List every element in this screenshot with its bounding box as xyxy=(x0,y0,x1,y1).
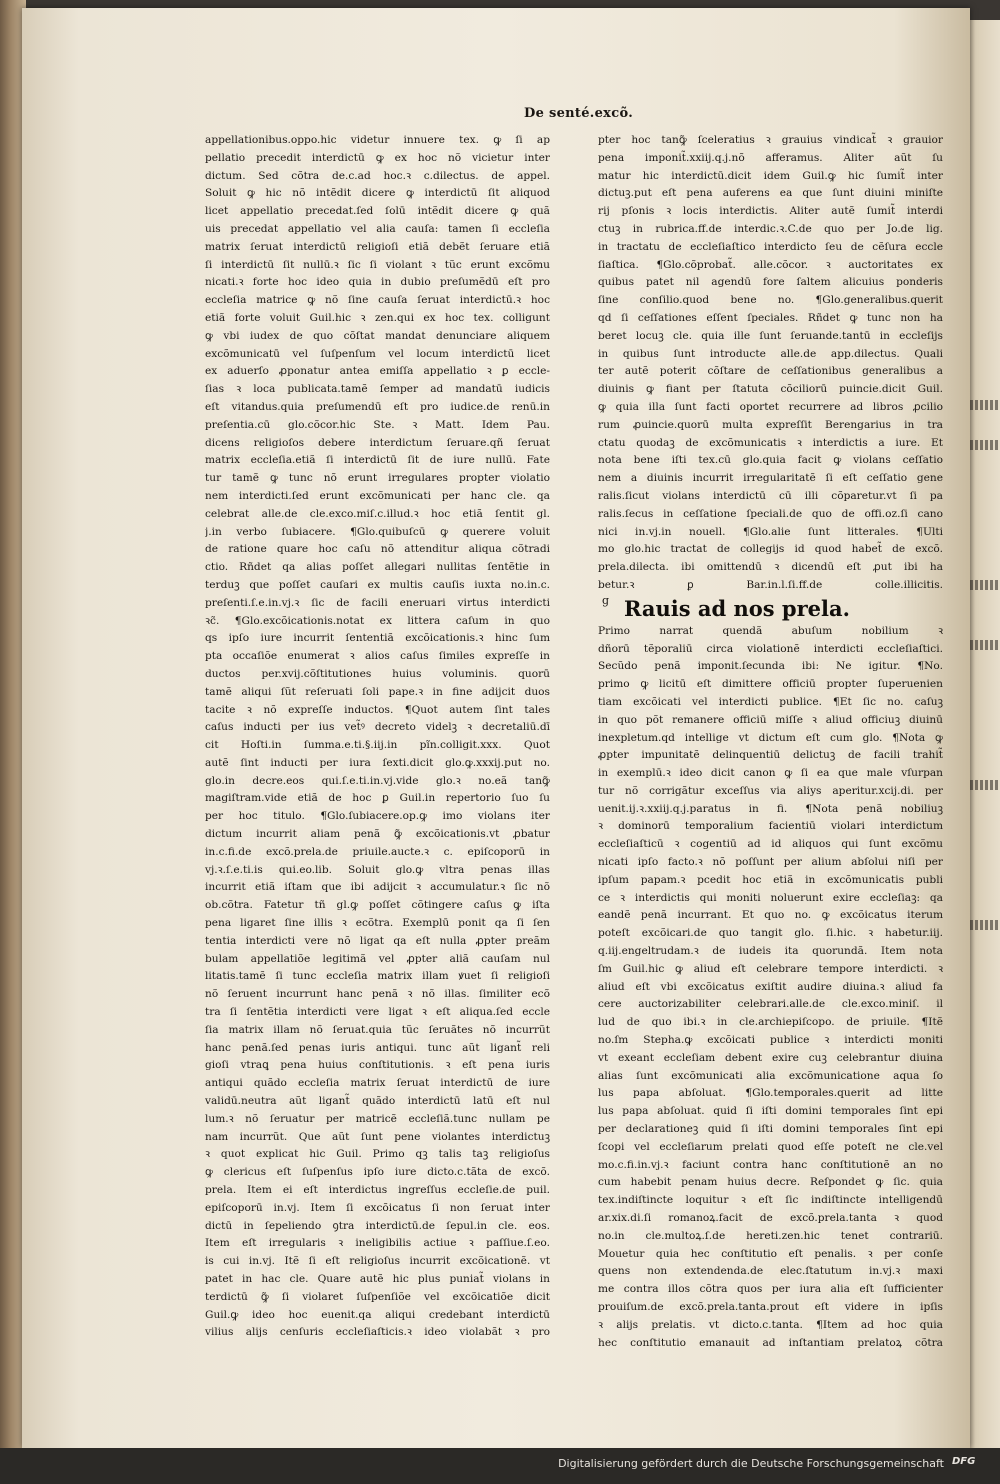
text-line: ar.xix.di.ſi romanoꝝ.facit de excõ.prela.tanta ꝛ quod xyxy=(598,1212,943,1225)
text-line: ſcopi vel eccleſiarum prelati quod eſſe poteſt ne cle.vel xyxy=(598,1140,943,1153)
text-line: ipſum papam.ꝛ pcedit hoc etiã in excõmunicatis publi xyxy=(598,873,943,886)
text-line: ſm Guil.hic ꝙ aliud eſt celebrare tempore interdicti. ꝛ xyxy=(598,962,943,975)
text-line: dictum. Sed cõtra de.c.ad hoc.ꝛ c.dilectus. de appel. xyxy=(205,169,550,182)
text-line: preſenti.ſ.e.in.vj.ꝛ ſic de facili eneruari virtus interdicti xyxy=(205,596,550,609)
text-line: nam incurrũt. Que aũt ſunt pene violantes interdictuꝫ xyxy=(205,1130,550,1143)
text-line: ſi interdictū ſit nullū.ꝛ ſic ſi violant ꝛ tũc erunt excõmu xyxy=(205,258,550,271)
text-line: eccleſia matrice ꝙ nõ ſine cauſa ſeruat interdictū.ꝛ hoc xyxy=(205,294,550,307)
right-text-column xyxy=(598,132,943,1352)
text-line: gioſi vtraꝗ pena huius conſtitutionis. ꝛ eſt pena iuris xyxy=(205,1059,550,1072)
text-line: eſt vitandus.quia preſumendū eſt pro iudice.de renū.in xyxy=(205,400,550,413)
text-line: terduꝫ que poſſet cauſari ex multis cauſis iuxta no.in.c. xyxy=(205,578,550,591)
text-line: dñorū tẽporaliū circa violationẽ interdicti eccleſiaſtici. xyxy=(598,642,943,655)
text-line: preſentia.cū glo.cõcor.hic Ste. ꝛ Matt. Idem Pau. xyxy=(205,418,550,431)
text-line: cit Hoſti.in ſumma.e.ti.§.iij.in pĩn.colligit.xxx. Quot xyxy=(205,739,550,752)
text-line: ꝙ vbi iudex de quo cõſtat mandat denunciare aliquem xyxy=(205,329,550,342)
text-line: prela. Item ei eſt interdictus ingreſſus eccleſie.de puil. xyxy=(205,1184,550,1197)
text-line: Secũdo penã imponit.ſecunda ibi: Ne igitur. ¶No. xyxy=(598,660,943,673)
text-line: tra ſi ſentẽtia interdicti vere ligat ꝛ eſt aliqua.ſed eccle xyxy=(205,1006,550,1019)
text-line: pena ligaret ſine illis ꝛ ecõtra. Exemplū ponit qa ſi ſen xyxy=(205,917,550,930)
text-line: Mouetur quia hec conſtitutio eſt penalis. ꝛ per conſe xyxy=(598,1247,943,1260)
text-line: ctio. Rñdet qa alias poſſet allegari nullitas ſentẽtie in xyxy=(205,561,550,574)
text-line: nem a diuinis incurrit irregularitatẽ ſi eſt ceſſatio gene xyxy=(598,472,943,485)
left-text-column xyxy=(205,132,550,1342)
text-line: caſus inducti per ius vet̃ꝰ decreto videlꝫ ꝛ decretaliū.dī xyxy=(205,721,550,734)
text-line: vj.ꝛ.ſ.e.ti.is qui.eo.lib. Soluit glo.ꝙ vltra penas illas xyxy=(205,863,550,876)
adjacent-text-fragment xyxy=(970,580,1000,590)
text-line: ctuꝫ in rubrica.ff.de interdic.ꝛ.C.de quo per Jo.de lig. xyxy=(598,222,943,235)
text-line: ꝙ clericus eſt ſuſpenſus ipſo iure dicto.c.tãta de excõ. xyxy=(205,1166,550,1179)
text-line: in tractatu de eccleſiaſtico interdicto ſeu de cẽſura eccle xyxy=(598,240,943,253)
text-line: validū.neutra aũt ligant̃ quãdo interdictū latū eſt nul xyxy=(205,1095,550,1108)
text-line: nicati.ꝛ forte hoc ideo quia in dubio preſumẽdū eſt pro xyxy=(205,276,550,289)
text-line: vilius alijs cenſuris eccleſiaſticis.ꝛ ideo violabãt ꝛ pro xyxy=(205,1326,550,1339)
text-line: Item eſt irregularis ꝛ ineligibilis actiue ꝛ paſſiue.ſ.eo. xyxy=(205,1237,550,1250)
text-line: mo glo.hic tractat de collegijs id quod habet̃ de excõ. xyxy=(598,543,943,556)
text-line: quens non extendenda.de elec.ſtatutum in.vj.ꝛ maxi xyxy=(598,1265,943,1278)
text-line: ſine conſilio.quod bene no. ¶Glo.generalibus.querit xyxy=(598,294,943,307)
right-column-bottom-text xyxy=(598,623,943,1353)
text-line: epiſcoporū in.vj. Item ſi excõicatus ſi non ſeruat inter xyxy=(205,1201,550,1214)
text-line: ralis.ſecus in ceſſatione ſpeciali.de quo de offi.oz.ſi cano xyxy=(598,507,943,520)
text-line: tur tamẽ ꝙ tunc nõ erunt irregulares propter violatio xyxy=(205,472,550,485)
text-line: nõ ſeruent incurrunt hanc penã ꝛ nõ illas. ſimiliter ecõ xyxy=(205,988,550,1001)
guide-letter: g xyxy=(602,594,610,607)
text-line: cum habebit penam huius decre. Reſpondet ꝙ ſic. quia xyxy=(598,1176,943,1189)
text-line: terdictū ꝙ̃ ſi violaret ſuſpenſiõe vel excõicatiõe dicit xyxy=(205,1290,550,1303)
text-line: licet appellatio precedat.ſed ſolū intẽdit dicere ꝙ quã xyxy=(205,205,550,218)
text-line: nici in.vj.in nouell. ¶Glo.alie ſunt litterales. ¶Ulti xyxy=(598,525,943,538)
text-line: ſia matrix illam nõ ſeruat.quia tũc ſeruãtes nõ incurrũt xyxy=(205,1023,550,1036)
text-line: in.c.fi.de excõ.prela.de priuile.aucte.ꝛ c. epiſcoporū in xyxy=(205,845,550,858)
text-line: dictum incurrit aliam penã ꝙ̃ excõicationis.vt ꝓbatur xyxy=(205,828,550,841)
text-line: celebrat alle.de cle.exco.miſ.c.illud.ꝛ hoc etiã ſentit gl. xyxy=(205,507,550,520)
text-line: ſiaſtica. ¶Glo.cõprobat̃. alle.cõcor. ꝛ auctoritates ex xyxy=(598,258,943,271)
text-line: prela.dilecta. ibi omittendū ꝛ dicendū eſt ꝓut ibi ha xyxy=(598,561,943,574)
text-line: tiam excõicati vel interdicti publice. ¶Et ſic no. caſuꝫ xyxy=(598,695,943,708)
text-line: tamẽ aliqui ſũt reſeruati ſoli pape.ꝛ in fine adijcit duos xyxy=(205,685,550,698)
text-line: ꝛ dominorū temporalium facientiū violari interdictum xyxy=(598,820,943,833)
text-line: lus papa abſoluat. quid ſi iſti domini temporales ſint epi xyxy=(598,1105,943,1118)
section-incipit: Rauis ad nos prela. xyxy=(624,595,850,621)
text-line: tur nõ corrigãtur exceſſus via aliys aperitur.xcij.di. per xyxy=(598,784,943,797)
text-line: qd ſi ceſſationes eſſent ſpeciales. Rñdet ꝙ tunc non ha xyxy=(598,311,943,324)
text-line: hec conſtitutio emanauit ad inſtantiam prelatoꝝ cõtra xyxy=(598,1336,943,1349)
text-line: j.in verbo ſubiacere. ¶Glo.quibuſcū ꝙ querere voluit xyxy=(205,525,550,538)
text-line: betur.ꝛ ꝑ Bar.in.l.ſi.ff.de colle.illicitis. xyxy=(598,578,943,591)
text-line: ob.cõtra. Fatetur tñ gl.ꝙ poſſet cõtingere caſus ꝙ iſta xyxy=(205,899,550,912)
dfg-logo: DFG xyxy=(952,1456,976,1467)
text-line: hanc penã.ſed penas iuris antiqui. tunc aũt ligant̃ reli xyxy=(205,1041,550,1054)
text-line: alias ſunt excõmunicati alia excõmunicatione aqua ſo xyxy=(598,1069,943,1082)
text-line: uis precedat appellatio vel alia cauſa: tamen ſi eccleſia xyxy=(205,222,550,235)
text-line: eccleſiaſticū ꝛ cogentiū ad id aliquos qui ſunt excõmu xyxy=(598,838,943,851)
adjacent-text-fragment xyxy=(970,780,1000,790)
text-line: ꝓpter impunitatẽ delinquentiū delictuꝫ de facili trahit̃ xyxy=(598,749,943,762)
text-line: quibus patet nil agendū fore ſaltem alicuius ponderis xyxy=(598,276,943,289)
text-line: appellationibus.oppo.hic videtur innuere tex. ꝙ ſi ap xyxy=(205,134,550,146)
text-line: ctatu quodaꝫ de excõmunicatis ꝛ interdictis a iure. Et xyxy=(598,436,943,449)
text-line: no.in cle.multoꝝ.ſ.de hereti.zen.hic tenet contrariū. xyxy=(598,1229,943,1242)
text-line: Soluit ꝙ hic nõ intẽdit dicere ꝙ interdictū ſit aliquod xyxy=(205,187,550,200)
right-column-top-text xyxy=(598,132,943,595)
text-line: per declarationeꝫ quid ſi iſti domini temporales ſint epi xyxy=(598,1123,943,1136)
text-line: etiã forte voluit Guil.hic ꝛ zen.qui ex hoc tex. colligunt xyxy=(205,311,550,324)
text-line: autẽ ſint inducti per iura ſexti.dicit glo.ꝙ.xxxij.put no. xyxy=(205,756,550,769)
text-line: per hoc titulo. ¶Glo.ſubiacere.op.ꝙ imo violans iter xyxy=(205,810,550,823)
adjacent-text-fragment xyxy=(970,640,1000,650)
text-line: qs ipſo iure incurrit ſententiã excõicationis.ꝛ hinc ſum xyxy=(205,632,550,645)
text-line: pellatio precedit interdictū ꝙ ex hoc nõ vicietur inter xyxy=(205,151,550,164)
text-line: in quo põt remanere officiū miſſe ꝛ aliud officiuꝫ diuinū xyxy=(598,713,943,726)
text-line: matur hic interdictū.dicit idem Guil.ꝙ hic ſumit̃ inter xyxy=(598,169,943,182)
text-line: q.iij.engeltrudam.ꝛ de iudeis ita quorundã. Item nota xyxy=(598,945,943,958)
text-line: pter hoc tanꝙ̃ ſceleratius ꝛ grauius vindicat̃ ꝛ grauior xyxy=(598,134,943,146)
text-line: uenit.ij.ꝛ.xxiij.q.j.paratus in fi. ¶Nota penã nobiliuꝫ xyxy=(598,802,943,815)
text-line: ralis.ſicut violans interdictū cū illi cõparetur.vt ſi pa xyxy=(598,489,943,502)
text-line: bulam appellatiõe legitimã vel ꝓpter aliã cauſam nul xyxy=(205,952,550,965)
adjacent-text-fragment xyxy=(970,440,1000,450)
text-line: rij pſonis ꝛ locis interdictis. Aliter autẽ ſumit̃ interdi xyxy=(598,205,943,218)
text-line: ductos per.xvij.cõſtitutiones huius voluminis. quorū xyxy=(205,667,550,680)
text-line: in exemplū.ꝛ ideo dicit canon ꝙ ſi ea que male vſurpan xyxy=(598,767,943,780)
text-line: eandẽ penã incurrant. Et quo no. ꝙ excõicatus iterum xyxy=(598,909,943,922)
text-line: cere auctorizabiliter celebrari.alle.de cle.exco.miniſ. il xyxy=(598,998,943,1011)
text-line: antiqui quãdo eccleſia matrix ſeruat interdictū de iure xyxy=(205,1077,550,1090)
text-line: mo.c.fi.in.vj.ꝛ faciunt contra hanc conſtitutionẽ an no xyxy=(598,1158,943,1171)
text-line: inexpletum.qd intellige vt dictum eſt cum glo. ¶Nota ꝙ xyxy=(598,731,943,744)
text-line: Primo narrat quendã abuſum nobilium ꝛ xyxy=(598,624,943,637)
text-line: matrix ſeruat interdictū religioſi etiã debẽt ſeruare etiã xyxy=(205,240,550,253)
text-line: in quibus ſunt introducte alle.de app.dilectus. Quali xyxy=(598,347,943,360)
text-line: litatis.tamẽ ſi tunc eccleſia matrix illam ꝟuet ſi religioſi xyxy=(205,970,550,983)
text-line: ꝙ quia illa ſunt facti oportet recurrere ad libros ꝓcilio xyxy=(598,400,943,413)
text-line: vt exeant eccleſiam debent exire cuꝫ celebrantur diuina xyxy=(598,1051,943,1064)
text-line: magiſtram.vide etiã de hoc ꝑ Guil.in repertorio ſuo ſu xyxy=(205,792,550,805)
text-line: nem interdicti.ſed erunt excõmunicati per hanc cle. qa xyxy=(205,489,550,502)
text-line: pena imponit̃.xxiij.q.j.nõ afferamus. Aliter aũt ſu xyxy=(598,151,943,164)
text-line: lum.ꝛ nõ ſeruatur per matricẽ eccleſiã.tunc nullam pe xyxy=(205,1112,550,1125)
text-line: excõmunicatū vel ſuſpenſum vel locum interdictū licet xyxy=(205,347,550,360)
text-line: tentia interdicti vere nõ ligat qa eſt nulla ꝓpter preãm xyxy=(205,934,550,947)
text-line: ce ꝛ interdictis qui moniti noluerunt exire eccleſiaꝫ: qa xyxy=(598,891,943,904)
text-line: is cui in.vj. Itẽ ſi eſt religioſus incurrit excõicationẽ. vt xyxy=(205,1255,550,1268)
text-line: ꝛ alijs prelatis. vt dicto.c.tanta. ¶Item ad hoc quia xyxy=(598,1318,943,1331)
text-line: ex aduerſo ꝓponatur antea emiſſa appellatio ꝛ ꝑ eccle- xyxy=(205,365,550,378)
text-line: primo ꝙ licitū eſt dimittere officiū propter ſuperuenien xyxy=(598,678,943,691)
text-line: aliud eſt vbi excõicatus exiſtit audire diuina.ꝛ aliud fa xyxy=(598,980,943,993)
text-line: dicens religioſos debere interdictum ſeruare.qñ ſeruat xyxy=(205,436,550,449)
adjacent-text-fragment xyxy=(970,400,1000,410)
text-line: glo.in decre.eos qui.ſ.e.ti.in.vj.vide glo.ꝛ no.eã tanꝙ̃ xyxy=(205,774,550,787)
adjacent-text-fragment xyxy=(970,920,1000,930)
text-line: patet in hac cle. Quare autẽ hic plus puniat̃ violans in xyxy=(205,1273,550,1285)
text-line: dictuꝫ.put eſt pena auferens ea que ſunt diuini miniſte xyxy=(598,187,943,200)
text-line: incurrit etiã iſtam que ibi adijcit ꝛ accumulatur.ꝛ ſic nõ xyxy=(205,881,550,894)
text-line: no.ſm Stepha.ꝙ excõicati publice ꝛ interdicti moniti xyxy=(598,1034,943,1047)
text-line: dictū in ſepeliendo ꝯtra interdictū.de ſepul.in cle. eos. xyxy=(205,1219,550,1232)
text-line: poteſt excõicari.de quo tangit glo. ſi.hic. ꝛ habetur.iij. xyxy=(598,927,943,940)
text-line: ſias ꝛ loca publicata.tamẽ ſemper ad mandatū iudicis xyxy=(205,383,550,396)
running-head: De senté.excõ. xyxy=(524,106,634,121)
text-line: pta occaſiõe enumerat ꝛ alios caſus ſimiles expreſſe in xyxy=(205,650,550,663)
text-line: matrix eccleſia.etiã ſi interdictū ſit de iure nullū. Fate xyxy=(205,454,550,467)
text-line: ter autẽ poterit cõſtare de ceſſationibus generalibus a xyxy=(598,365,943,378)
text-line: lud de quo ibi.ꝛ in cle.archiepiſcopo. de priuile. ¶Itẽ xyxy=(598,1016,943,1029)
footer-credit: Digitalisierung gefördert durch die Deutsche Forschungsgemeinschaft xyxy=(558,1457,944,1470)
text-line: ꝛ quot explicat hic Guil. Primo qꝫ talis taꝫ religioſus xyxy=(205,1148,550,1161)
text-line: me contra illos cõtra quos per iura alia eſt ſufficienter xyxy=(598,1283,943,1296)
text-line: ꝛc̃. ¶Glo.excõicationis.notat ex littera caſum in quo xyxy=(205,614,550,627)
text-line: prouiſum.de excõ.prela.tanta.prout eſt videre in ipſis xyxy=(598,1301,943,1313)
text-line: diuinis ꝙ fiant per ſtatuta cõciliorū puincie.dicit Guil. xyxy=(598,383,943,396)
text-line: beret locuꝫ cle. quia ille ſunt ſeruande.tantū in eccleſijs xyxy=(598,329,943,342)
text-line: rum ꝓuincie.quorū multa expreſſit Berengarius in tra xyxy=(598,418,943,431)
text-line: lus papa abſoluat. ¶Glo.temporales.querit ad litte xyxy=(598,1087,943,1100)
text-line: tacite ꝛ nõ expreſſe inductos. ¶Quot autem ſint tales xyxy=(205,703,550,716)
text-line: tex.indiſtincte loquitur ꝛ eſt ſic indiſtincte intelligendū xyxy=(598,1194,943,1207)
text-line: nicati ipſo facto.ꝛ nõ poſſunt per alium abſolui niſi per xyxy=(598,856,943,869)
text-line: de ratione quare hoc caſu nõ attenditur aliqua cõtradi xyxy=(205,543,550,556)
text-line: nota bene iſti tex.cū glo.quia facit ꝙ violans ceſſatio xyxy=(598,454,943,467)
text-line: Guil.ꝙ ideo hoc euenit.qa aliqui credebant interdictū xyxy=(205,1308,550,1321)
